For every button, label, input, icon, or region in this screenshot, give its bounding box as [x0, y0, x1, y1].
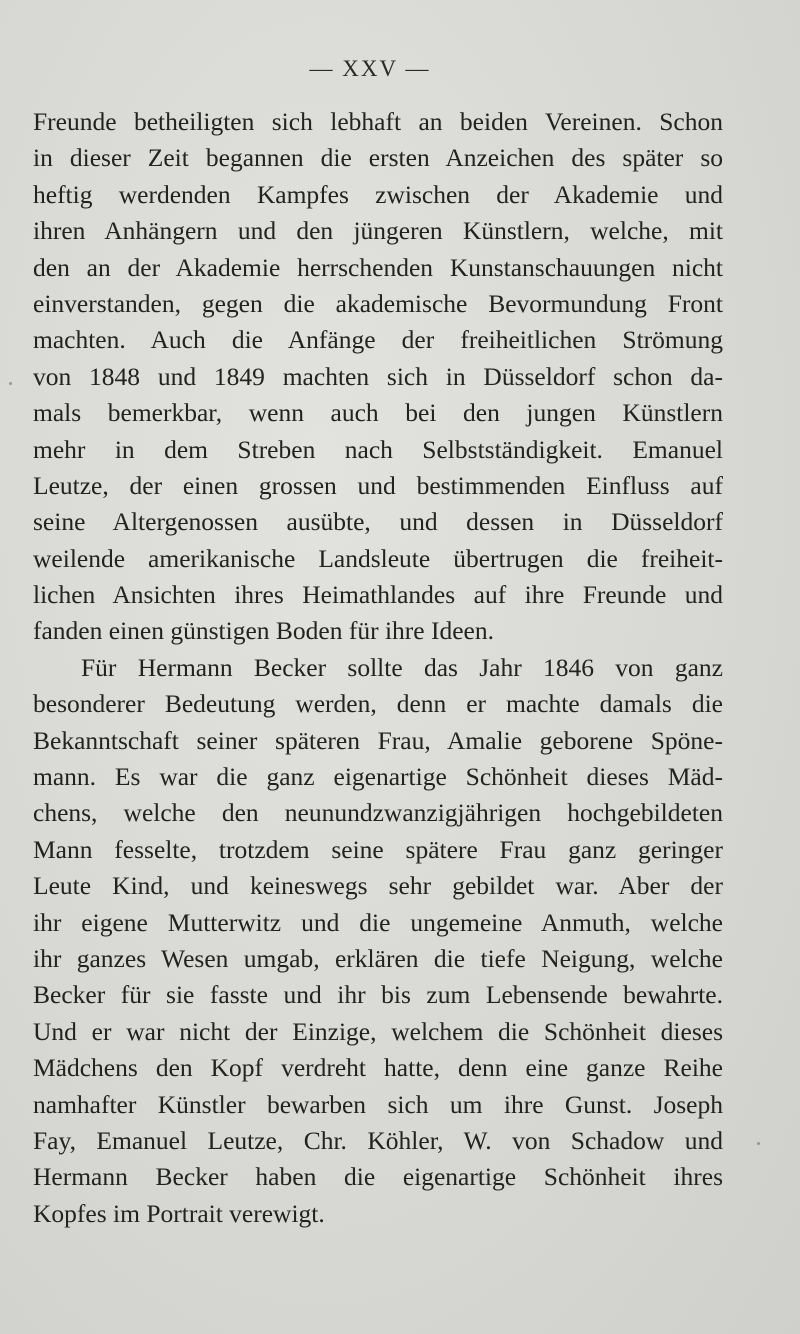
- text-line: Und er war nicht der Einzige, welchem die Schönheit dieses: [33, 1016, 723, 1046]
- text-line: Mann fesselte, trotzdem seine spätere Frau ganz geringer: [33, 834, 723, 864]
- text-line: namhafter Künstler bewarben sich um ihre Gunst. Joseph: [33, 1089, 723, 1119]
- text-line: ihr eigene Mutterwitz und die ungemeine Anmuth, welche: [33, 907, 723, 937]
- text-line: Freunde betheiligten sich lebhaft an beiden Vereinen. Schon: [33, 107, 723, 136]
- text-line: Leutze, der einen grossen und bestimmenden Einfluss auf: [33, 470, 723, 500]
- text-line: fanden einen günstigen Boden für ihre Ideen.: [33, 616, 494, 646]
- text-line: seine Altergenossen ausübte, und dessen in Düsseldorf: [33, 507, 723, 537]
- text-line: Für Hermann Becker sollte das Jahr 1846 von ganz: [81, 652, 723, 682]
- text-line: mann. Es war die ganz eigenartige Schönheit dieses Mäd-: [33, 762, 723, 792]
- text-line: in dieser Zeit begannen die ersten Anzeichen des später so: [33, 143, 723, 173]
- text-line: den an der Akademie herrschenden Kunstanschauungen nicht: [33, 252, 723, 282]
- text-line: mals bemerkbar, wenn auch bei den jungen Künstlern: [33, 398, 723, 428]
- text-line: Kopfes im Portrait verewigt.: [33, 1198, 325, 1228]
- text-line: einverstanden, gegen die akademische Bevormundung Front: [33, 288, 723, 318]
- text-line: Fay, Emanuel Leutze, Chr. Köhler, W. von Schadow und: [33, 1125, 723, 1155]
- paper-speck: [9, 382, 12, 385]
- text-line: mehr in dem Streben nach Selbstständigkeit. Emanuel: [33, 434, 723, 464]
- text-line: heftig werdenden Kampfes zwischen der Akademie und: [33, 179, 723, 209]
- text-line: Leute Kind, und keineswegs sehr gebildet war. Aber der: [33, 871, 723, 901]
- text-line: ihr ganzes Wesen umgab, erklären die tiefe Neigung, welche: [33, 943, 723, 973]
- text-line: chens, welche den neunundzwanzigjährigen hochgebildeten: [33, 798, 723, 828]
- text-line: von 1848 und 1849 machten sich in Düsseldorf schon da-: [33, 361, 723, 391]
- text-line: Becker für sie fasste und ihr bis zum Lebensende bewahrte.: [33, 980, 723, 1010]
- text-line: Hermann Becker haben die eigenartige Schönheit ihres: [33, 1162, 723, 1192]
- page-number: — XXV —: [309, 56, 431, 81]
- body-text: [33, 104, 723, 1232]
- text-line: Bekanntschaft seiner späteren Frau, Amalie geborene Spöne-: [33, 725, 723, 755]
- text-line: Mädchens den Kopf verdreht hatte, denn eine ganze Reihe: [33, 1053, 723, 1083]
- text-line: lichen Ansichten ihres Heimathlandes auf ihre Freunde und: [33, 580, 723, 610]
- text-line: weilende amerikanische Landsleute übertrugen die freiheit-: [33, 543, 723, 573]
- text-line: ihren Anhängern und den jüngeren Künstlern, welche, mit: [33, 216, 723, 246]
- text-line: besonderer Bedeutung werden, denn er machte damals die: [33, 689, 723, 719]
- paper-speck: [757, 1142, 760, 1145]
- text-line: machten. Auch die Anfänge der freiheitlichen Strömung: [33, 325, 723, 355]
